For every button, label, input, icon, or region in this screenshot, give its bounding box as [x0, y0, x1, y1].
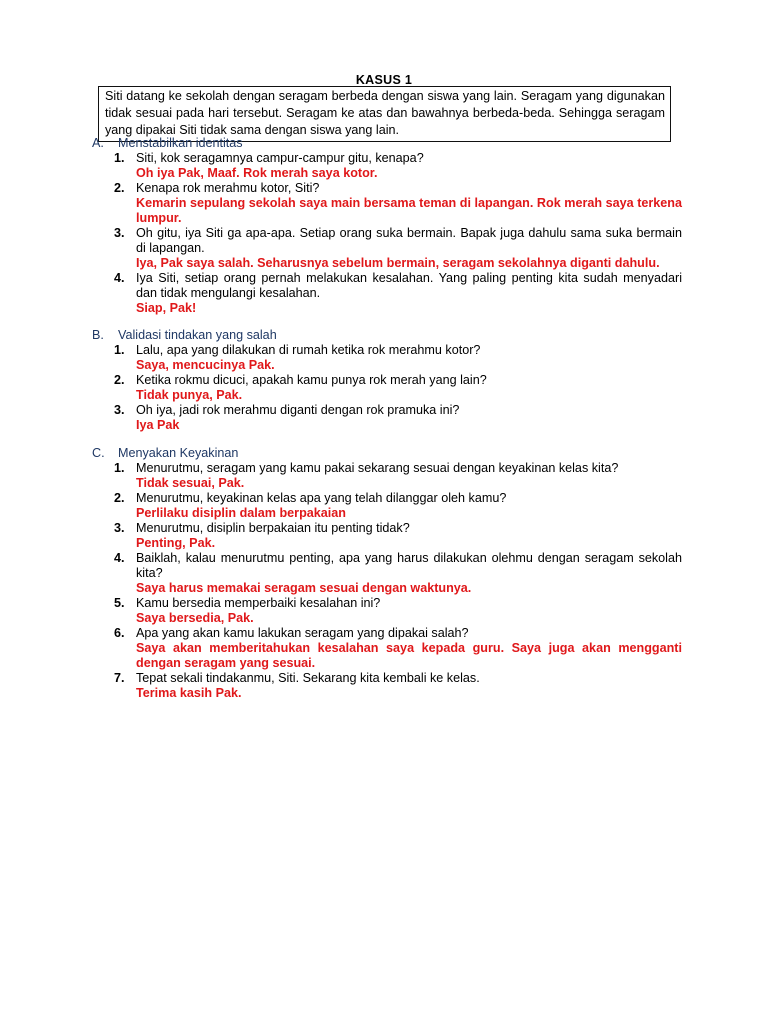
section-c-list	[92, 461, 682, 701]
answer-text: Terima kasih Pak.	[136, 686, 242, 700]
answer-text: Saya bersedia, Pak.	[136, 611, 254, 625]
answer-text: Tidak sesuai, Pak.	[136, 476, 245, 490]
item-number: 1.	[114, 461, 125, 475]
answer-text: Siap, Pak!	[136, 301, 197, 315]
item-number: 1.	[114, 343, 125, 357]
case-title: KASUS 1	[355, 73, 413, 87]
section-a	[92, 136, 682, 316]
list-item	[92, 521, 682, 551]
answer-text: Kemarin sepulang sekolah saya main bersama teman di lapangan. Rok merah saya terkena lumpur.	[136, 196, 682, 225]
case-description-box: Siti datang ke sekolah dengan seragam berbeda dengan siswa yang lain. Seragam yang digunakan tidak sesuai pada hari tersebut. Seragam ke atas dan bawahnya berbeda-beda. Sehingga seragam yang dipakai Siti tidak sama dengan siswa yang lain.	[98, 86, 671, 142]
question-text: Tepat sekali tindakanmu, Siti. Sekarang kita kembali ke kelas.	[136, 671, 480, 685]
list-item	[92, 151, 682, 181]
section-b-letter: B.	[92, 328, 104, 342]
answer-text: Oh iya Pak, Maaf. Rok merah saya kotor.	[136, 166, 378, 180]
item-number: 7.	[114, 671, 125, 685]
question-text: Apa yang akan kamu lakukan seragam yang dipakai salah?	[136, 626, 469, 640]
question-text: Baiklah, kalau menurutmu penting, apa yang harus dilakukan olehmu dengan seragam sekolah kita?	[136, 551, 682, 580]
item-number: 2.	[114, 181, 125, 195]
list-item	[92, 551, 682, 596]
answer-text: Penting, Pak.	[136, 536, 216, 550]
question-text: Ketika rokmu dicuci, apakah kamu punya rok merah yang lain?	[136, 373, 487, 387]
item-number: 4.	[114, 551, 125, 565]
item-number: 2.	[114, 491, 125, 505]
section-a-letter: A.	[92, 136, 104, 150]
section-c-title: Menyakan Keyakinan	[118, 446, 239, 460]
answer-text: Saya harus memakai seragam sesuai dengan waktunya.	[136, 581, 472, 595]
item-number: 6.	[114, 626, 125, 640]
answer-text: Saya akan memberitahukan kesalahan saya kepada guru. Saya juga akan mengganti dengan seragam yang sesuai.	[136, 641, 682, 670]
item-number: 3.	[114, 226, 125, 240]
section-b-list	[92, 343, 682, 433]
list-item	[92, 491, 682, 521]
section-a-heading	[92, 136, 682, 151]
item-number: 2.	[114, 373, 125, 387]
question-text: Iya Siti, setiap orang pernah melakukan kesalahan. Yang paling penting kita sudah menyadari dan tidak mengulangi kesalahan.	[136, 271, 682, 300]
list-item	[92, 181, 682, 226]
item-number: 3.	[114, 521, 125, 535]
question-text: Lalu, apa yang dilakukan di rumah ketika rok merahmu kotor?	[136, 343, 481, 357]
section-a-list	[92, 151, 682, 316]
answer-text: Perlilaku disiplin dalam berpakaian	[136, 506, 346, 520]
section-b	[92, 328, 682, 433]
list-item	[92, 403, 682, 433]
section-c-letter: C.	[92, 446, 105, 460]
question-text: Menurutmu, seragam yang kamu pakai sekarang sesuai dengan keyakinan kelas kita?	[136, 461, 619, 475]
list-item	[92, 461, 682, 491]
question-text: Menurutmu, disiplin berpakaian itu penting tidak?	[136, 521, 410, 535]
item-number: 1.	[114, 151, 125, 165]
section-c-heading	[92, 446, 682, 461]
section-b-heading	[92, 328, 682, 343]
answer-text: Tidak punya, Pak.	[136, 388, 243, 402]
item-number: 3.	[114, 403, 125, 417]
list-item	[92, 596, 682, 626]
item-number: 4.	[114, 271, 125, 285]
list-item	[92, 626, 682, 671]
item-number: 5.	[114, 596, 125, 610]
answer-text: Iya Pak	[136, 418, 180, 432]
question-text: Siti, kok seragamnya campur-campur gitu, kenapa?	[136, 151, 424, 165]
list-item	[92, 671, 682, 701]
list-item	[92, 271, 682, 316]
question-text: Menurutmu, keyakinan kelas apa yang telah dilanggar oleh kamu?	[136, 491, 507, 505]
section-b-title: Validasi tindakan yang salah	[118, 328, 277, 342]
question-text: Kamu bersedia memperbaiki kesalahan ini?	[136, 596, 381, 610]
question-text: Kenapa rok merahmu kotor, Siti?	[136, 181, 320, 195]
question-text: Oh gitu, iya Siti ga apa-apa. Setiap orang suka bermain. Bapak juga dahulu sama suka bermain di lapangan.	[136, 226, 682, 255]
question-text: Oh iya, jadi rok merahmu diganti dengan rok pramuka ini?	[136, 403, 460, 417]
answer-text: Iya, Pak saya salah. Seharusnya sebelum bermain, seragam sekolahnya diganti dahulu.	[136, 256, 660, 270]
answer-text: Saya, mencucinya Pak.	[136, 358, 275, 372]
list-item	[92, 226, 682, 271]
list-item	[92, 343, 682, 373]
list-item	[92, 373, 682, 403]
section-a-title: Menstabilkan identitas	[118, 136, 243, 150]
section-c	[92, 446, 682, 701]
